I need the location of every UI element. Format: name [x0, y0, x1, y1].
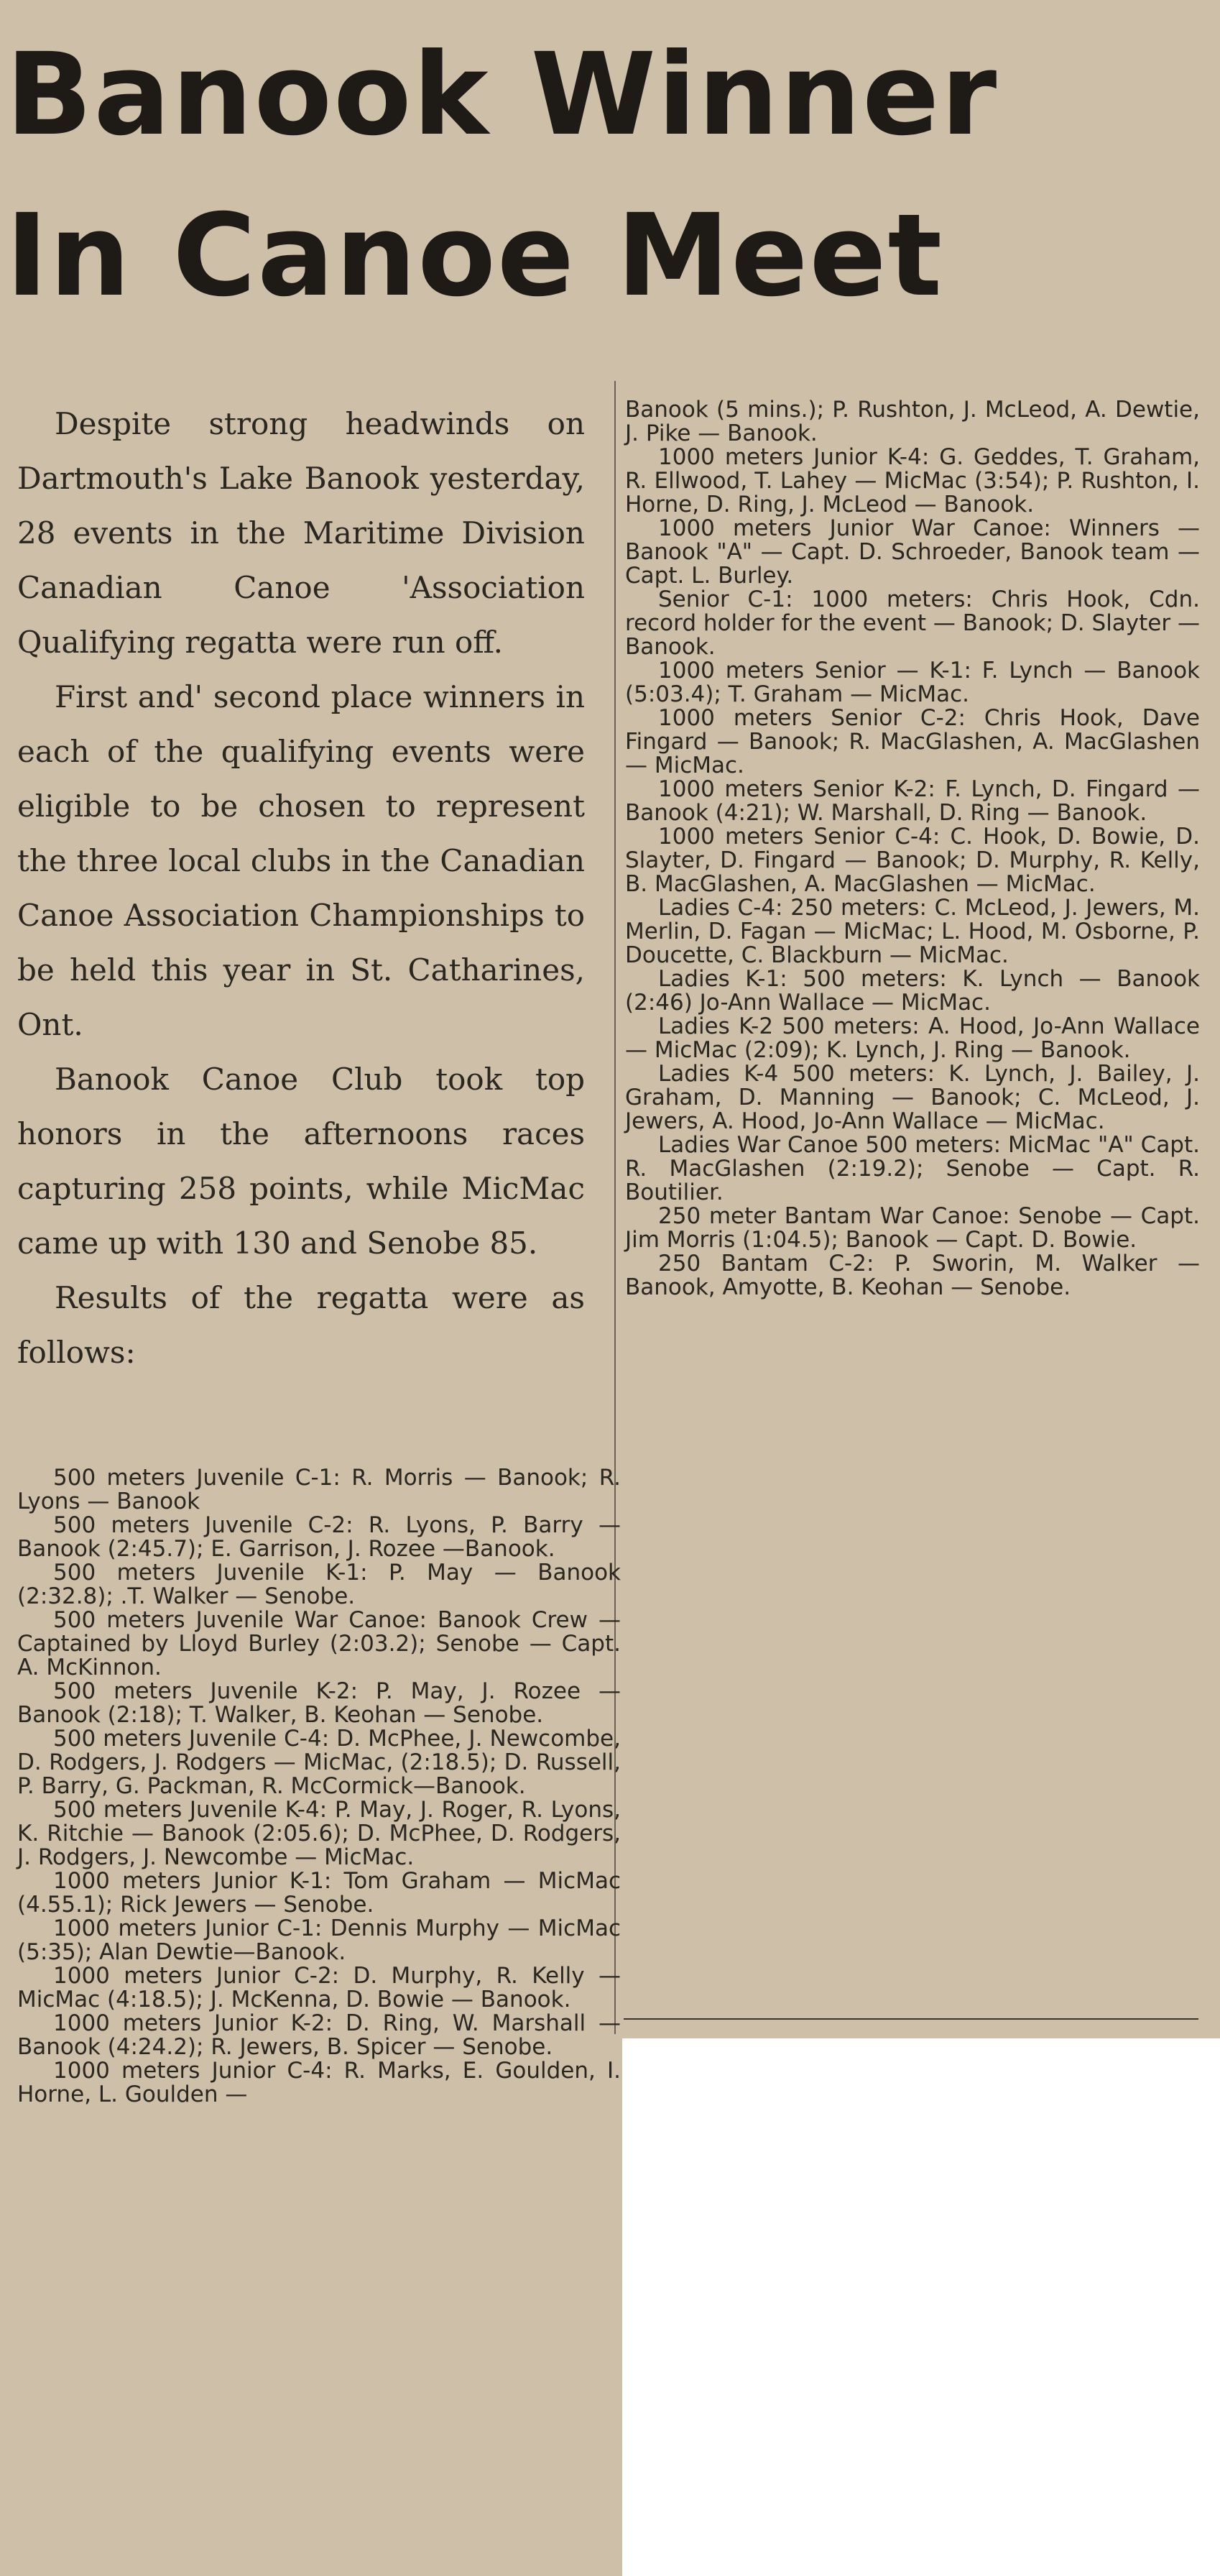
intro-paragraph: Banook Canoe Club took top honors in the afternoons races capturing 258 points, while MicMac came up with 130 and Senobe 85. [17, 1062, 585, 1261]
result-item: 1000 meters Junior War Canoe: Winners — Banook "A" — Capt. D. Schroeder, Banook team — Capt. L. Burley. [625, 515, 1200, 589]
end-rule [624, 2018, 1198, 2020]
result-item: Senior C-1: 1000 meters: Chris Hook, Cdn. record holder for the event — Banook; D. Slayter — Banook. [625, 586, 1200, 660]
result-item: 500 meters Juvenile K-1: P. May — Banook (2:32.8); .T. Walker — Senobe. [17, 1560, 621, 1609]
result-item: 500 meters Juvenile War Canoe: Banook Crew — Captained by Lloyd Burley (2:03.2); Senobe — Capt. A. McKinnon. [17, 1607, 621, 1680]
intro-paragraph: Despite strong headwinds on Dartmouth's Lake Banook yesterday, 28 events in the Maritime Division Canadian Canoe 'Association Qualifying regatta were run off. [17, 406, 585, 660]
results-right-column [625, 398, 1200, 1300]
result-item: 500 meters Juvenile C-1: R. Morris — Banook; R. Lyons — Banook [17, 1465, 621, 1514]
result-item: 500 meters Juvenile C-4: D. McPhee, J. Newcombe, D. Rodgers, J. Rodgers — MicMac, (2:18.5); D. Russell, P. Barry, G. Packman, R. McCormick—Banook. [17, 1726, 621, 1799]
result-item: 1000 meters Senior C-4: C. Hook, D. Bowie, D. Slayter, D. Fingard — Banook; D. Murphy, R. Kelly, B. MacGlashen, A. MacGlashen — MicMac. [625, 824, 1200, 897]
result-item: 500 meters Juvenile K-4: P. May, J. Roger, R. Lyons, K. Ritchie — Banook (2:05.6); D. McPhee, D. Rodgers, J. Rodgers, J. Newcombe — MicMac. [17, 1797, 621, 1870]
result-item: 500 meters Juvenile C-2: R. Lyons, P. Barry — Banook (2:45.7); E. Garrison, J. Rozee —Banook. [17, 1512, 621, 1562]
result-item: 250 meter Bantam War Canoe: Senobe — Capt. Jim Morris (1:04.5); Banook — Capt. D. Bowie. [625, 1203, 1200, 1253]
intro-paragraph: Results of the regatta were as follows: [17, 1280, 585, 1370]
result-item: 1000 meters Junior C-2: D. Murphy, R. Kelly — MicMac (4:18.5); J. McKenna, D. Bowie — Banook. [17, 1963, 621, 2012]
blank-area [622, 2038, 1220, 2576]
result-item: Ladies K-4 500 meters: K. Lynch, J. Bailey, J. Graham, D. Manning — Banook; C. McLeod, J. Jewers, A. Hood, Jo-Ann Wallace — MicMac. [625, 1061, 1200, 1134]
result-item: 250 Bantam C-2: P. Sworin, M. Walker — Banook, Amyotte, B. Keohan — Senobe. [625, 1251, 1200, 1300]
result-item: 1000 meters Senior C-2: Chris Hook, Dave Fingard — Banook; R. MacGlashen, A. MacGlashen — MicMac. [625, 705, 1200, 778]
headline-line-1: Banook Winner [6, 29, 999, 161]
headline [0, 14, 1220, 336]
results-left-column [17, 1466, 621, 2107]
result-item: Ladies War Canoe 500 meters: MicMac "A" Capt. R. MacGlashen (2:19.2); Senobe — Capt. R. Boutilier. [625, 1132, 1200, 1205]
result-item: 1000 meters Senior K-2: F. Lynch, D. Fingard — Banook (4:21); W. Marshall, D. Ring — Banook. [625, 776, 1200, 826]
result-item: Ladies C-4: 250 meters: C. McLeod, J. Jewers, M. Merlin, D. Fagan — MicMac; L. Hood, M. Osborne, P. Doucette, C. Blackburn — MicMac. [625, 895, 1200, 968]
result-item-continued: Banook (5 mins.); P. Rushton, J. McLeod, A. Dewtie, J. Pike — Banook. [625, 397, 1200, 446]
headline-line-2: In Canoe Meet [6, 190, 944, 322]
result-item: 1000 meters Junior C-1: Dennis Murphy — MicMac (5:35); Alan Dewtie—Banook. [17, 1915, 621, 1965]
result-item: Ladies K-1: 500 meters: K. Lynch — Banook (2:46) Jo-Ann Wallace — MicMac. [625, 966, 1200, 1016]
intro-column [17, 397, 585, 1380]
result-item: Ladies K-2 500 meters: A. Hood, Jo-Ann Wallace — MicMac (2:09); K. Lynch, J. Ring — Banook. [625, 1013, 1200, 1063]
result-item: 1000 meters Senior — K-1: F. Lynch — Banook (5:03.4); T. Graham — MicMac. [625, 658, 1200, 707]
result-item: 500 meters Juvenile K-2: P. May, J. Rozee — Banook (2:18); T. Walker, B. Keohan — Senobe. [17, 1678, 621, 1728]
result-item: 1000 meters Junior K-4: G. Geddes, T. Graham, R. Ellwood, T. Lahey — MicMac (3:54); P. Rushton, I. Horne, D. Ring, J. McLeod — Banook. [625, 444, 1200, 518]
result-item: 1000 meters Junior K-1: Tom Graham — MicMac (4.55.1); Rick Jewers — Senobe. [17, 1868, 621, 1918]
result-item: 1000 meters Junior K-2: D. Ring, W. Marshall — Banook (4:24.2); R. Jewers, B. Spicer — Senobe. [17, 2010, 621, 2060]
result-item: 1000 meters Junior C-4: R. Marks, E. Goulden, I. Horne, L. Goulden — [17, 2058, 621, 2107]
intro-paragraph: First and' second place winners in each of the qualifying events were eligible to be chosen to represent the three local clubs in the Canadian Canoe Association Championships to be held this year in St. Catharines, Ont. [17, 679, 585, 1042]
